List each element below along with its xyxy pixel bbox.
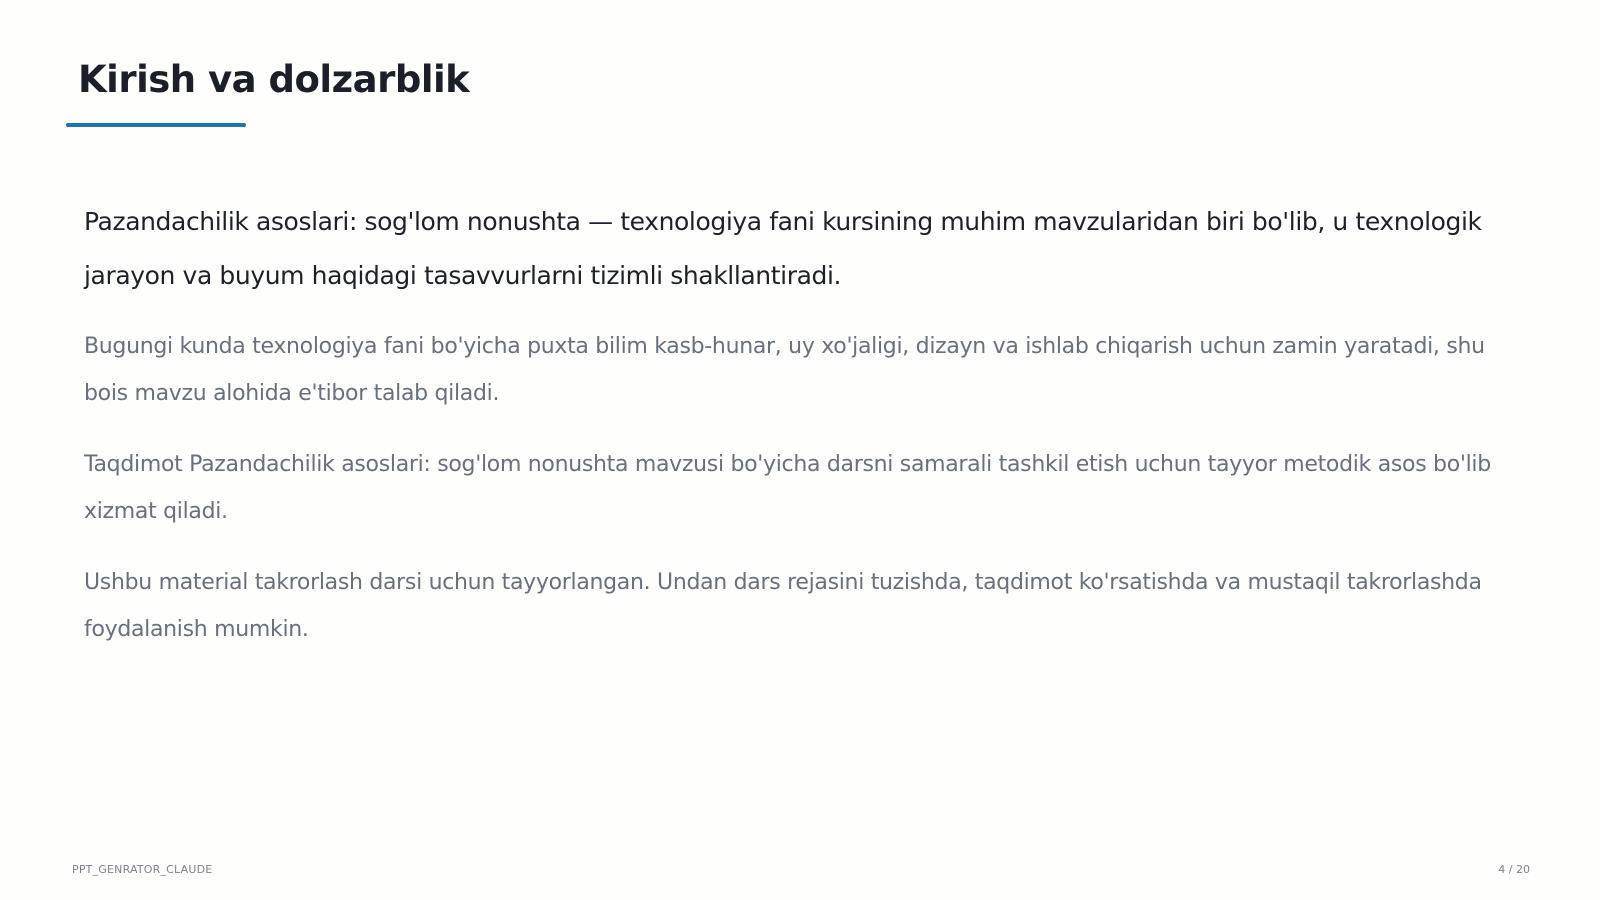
body-paragraph: Bugungi kunda texnologiya fani bo'yicha puxta bilim kasb-hunar, uy xo'jaligi, dizayn va ishlab chiqarish uchun zamin yaratadi, shu bois mavzu alohida e'tibor talab qiladi.	[84, 334, 1485, 406]
slide-body	[84, 195, 1514, 653]
title-underline	[66, 123, 246, 127]
slide-title: Kirish va dolzarblik	[78, 58, 470, 101]
body-paragraph: Taqdimot Pazandachilik asoslari: sog'lom nonushta mavzusi bo'yicha darsni samarali tashkil etish uchun tayyor metodik asos bo'lib xizmat qiladi.	[84, 452, 1491, 524]
body-paragraph: Ushbu material takrorlash darsi uchun tayyorlangan. Undan dars rejasini tuzishda, taqdimot ko'rsatishda va mustaqil takrorlashda foydalanish mumkin.	[84, 570, 1482, 642]
lead-paragraph: Pazandachilik asoslari: sog'lom nonushta — texnologiya fani kursining muhim mavzularidan biri bo'lib, u texnologik jarayon va buyum haqidagi tasavvurlarni tizimli shakllantiradi.	[84, 207, 1482, 290]
footer-source-label: PPT_GENRATOR_CLAUDE	[72, 863, 213, 876]
page-indicator: 4 / 20	[1498, 863, 1530, 876]
